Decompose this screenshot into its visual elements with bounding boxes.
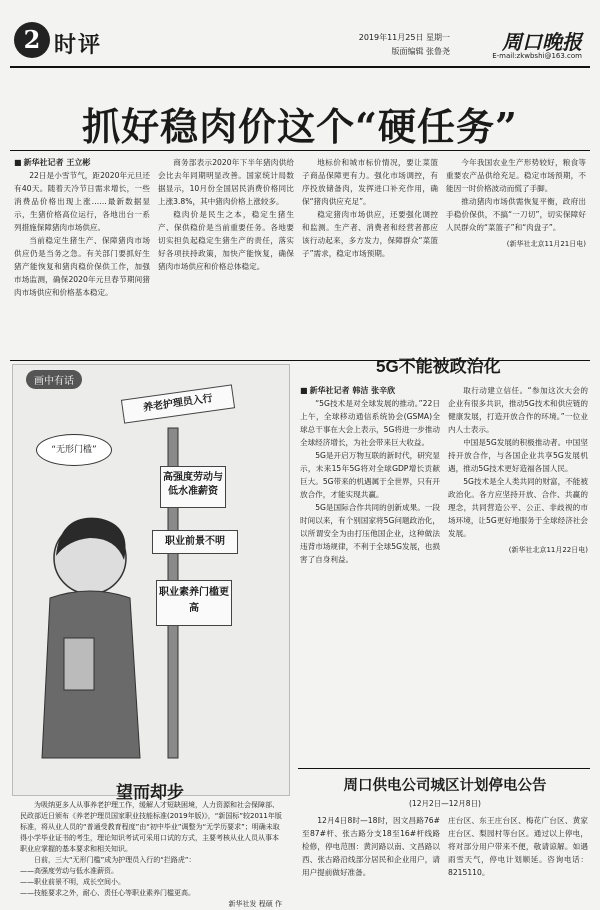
notice-divider	[298, 768, 590, 769]
paragraph: “5G技术是对全球发展的推动。”22日上午，全球移动通信系统协会(GSMA)全球总干事在大会上表示，5G将进一步推动全球经济增长，为社会带来巨大收益。	[300, 399, 440, 447]
caption-bullet: ——高强度劳动与低水准薪资。	[20, 867, 118, 875]
cartoon-title: 望而却步	[116, 783, 184, 803]
main-article-col1	[14, 156, 150, 356]
section-divider	[10, 360, 590, 361]
sign-professional-bar: 职业素养门槛更高	[156, 580, 232, 626]
paragraph: 当前稳定生猪生产、保障猪肉市场供应仍是当务之急。有关部门要抓好生猪产能恢复和猪肉稳价保供工作，加强市场监测，确保2020年元旦春节期间猪肉市场供应和价格基本稳定。	[14, 236, 150, 297]
main-article-col4	[446, 156, 586, 356]
header-rule	[10, 66, 590, 68]
paragraph: 今年我国农业生产形势较好，粮食等重要农产品供给充足。稳定市场预期，不能因一时价格波动而慌了手脚。	[446, 158, 586, 193]
page-number-badge: 2	[14, 22, 50, 58]
page-editor: 版面编辑 张鲁尧	[391, 47, 450, 56]
paragraph: 5G技术是全人类共同的财富，不能被政治化。各方应坚持开放、合作、共赢的理念，共同营造公平、公正、非歧视的市场环境，让5G更好地服务于全球经济社会发展。	[448, 477, 588, 538]
main-article-byline: ■ 新华社记者 王立彬	[14, 156, 150, 169]
paragraph: 稳肉价是民生之本，稳定生猪生产、保供稳价是当前重要任务。各地要切实担负起稳定生猪生产的责任，落实好各项扶持政策，加快产能恢复，确保猪肉市场供应和价格总体稳定。	[158, 210, 294, 271]
speech-bubble	[36, 434, 112, 466]
paragraph: 5G是开启万物互联的新时代，研究显示，未来15年5G将对全球GDP增长贡献巨大。5G带来的机遇属于全世界，只有开放合作，才能实现共赢。	[300, 451, 440, 499]
fiveg-col1	[300, 384, 440, 764]
outage-notice-title: 周口供电公司城区计划停电公告	[343, 778, 547, 794]
paragraph: 推动猪肉市场供需恢复平衡，政府出手稳价保供，不搞“一刀切”，切实保障好人民群众的“菜篮子”和“肉盘子”。	[446, 197, 586, 232]
fiveg-end-note: (新华社北京11月22日电)	[508, 546, 588, 554]
sign-entry: 养老护理员入行	[121, 384, 235, 423]
notice-col2	[448, 814, 588, 886]
main-article-col3	[302, 156, 438, 356]
paragraph: 12月4日8时—18时，因文昌路76#至87#杆、张古路分支18至16#杆线路检修，停电范围：黄河路以南、文昌路以西、张古路沿线部分居民和企业用户，请用户提前做好准备。	[302, 816, 440, 877]
newspaper-name: 周口晚报	[502, 30, 582, 54]
paragraph: 取行动建立信任。“参加这次大会的企业有很多共识，推动5G技术和供应链的健康发展，打造开放合作的环境。”一位业内人士表示。	[448, 386, 588, 434]
caption-bullet: ——技能要求之外，耐心、责任心等职业素养门槛更高。	[20, 889, 195, 897]
paragraph: 中国是5G发展的积极推动者。中国坚持开放合作，与各国企业共享5G发展机遇，推动5G技术更好造福各国人民。	[448, 438, 588, 473]
main-article-col2	[158, 156, 294, 356]
main-headline: 抓好稳肉价这个“硬任务”	[82, 104, 518, 149]
fiveg-byline: ■ 新华社记者 韩洁 张辛欣	[300, 384, 440, 397]
speech-bubble-text: “无形门槛”	[51, 445, 97, 455]
woman-folder	[64, 638, 94, 690]
paragraph: 22日是小雪节气，距2020年元旦还有40天。随着天冷节日需求增长，一些消费品价格出现上涨……最新数据显示，生猪价格高位运行，各地出台一系列措施保障猪肉市场供应。	[14, 171, 150, 232]
sign-labor-pay: 高强度劳动与低水准薪资	[160, 466, 226, 508]
headline-rule	[10, 150, 590, 151]
caption-paragraph: 日前，三大“无形门槛”成为护理员入行的“拦路虎”：	[34, 856, 196, 864]
paragraph: 庄台区、东王庄台区、梅花广台区、黄家庄台区、梨园村等台区。通过以上停电，将对部分用户带来不便，敬请谅解。如遇雨雪天气，停电计划顺延。咨询电话：8215110。	[448, 816, 588, 877]
paragraph: 地标价和城市标价情况，要让菜篮子商品保障更有力。强化市场调控，有序投放储备肉，发挥进口补充作用，确保“猪肉供应充足”。	[302, 158, 438, 206]
cartoon-caption	[20, 800, 282, 910]
cartoon-credit: 新华社发 程硕 作	[228, 900, 282, 908]
section-title: 时评	[54, 32, 103, 58]
cartoon-section-tag: 画中有话	[26, 370, 82, 389]
caption-bullet: ——职业前景不明，成长空间小。	[20, 878, 125, 886]
notice-col1	[302, 814, 440, 886]
caption-paragraph: 为吸纳更多人从事养老护理工作，缓解人才短缺困境，人力资源和社会保障部、民政部近日颁布《养老护理员国家职业技能标准(2019年版)》，“新国标”较2011年版标准，将从业人员的“普通受教育程度”由“初中毕业”调整为“无学历要求”；明确未取得小学毕业证书的考生，理论知识考试可采用口试的方式，主要考核从业人员从事本职业应掌握的基本要求和相关知识。	[20, 801, 282, 853]
outage-notice-date-range: (12月2日—12月8日)	[409, 799, 481, 808]
main-article-end-note: (新华社北京11月21日电)	[506, 240, 586, 248]
fiveg-col2	[448, 384, 588, 764]
paragraph: 商务部表示2020年下半年猪肉供给会比去年同期明显改善。国家统计局数据显示，10月份全国居民消费价格同比上涨3.8%，其中猪肉价格上涨较多。	[158, 158, 294, 206]
sign-career-prospect: 职业前景不明	[152, 530, 238, 554]
paragraph: 5G是国际合作共同的创新成果。一段时间以来，有个别国家将5G问题政治化，以所谓安全为由打压他国企业，这种做法违背市场规律，不利于全球5G发展，也损害了自身利益。	[300, 503, 440, 564]
fiveg-headline: 5G不能被政治化	[376, 357, 501, 376]
contact-email: E-mail:zkwbshi@163.com	[492, 52, 582, 60]
paragraph: 稳定猪肉市场供应，还要强化调控和监测。生产者、消费者和经营者都应该行动起来，多方发力，保障群众“菜篮子”需求，稳定市场预期。	[302, 210, 438, 258]
issue-date: 2019年11月25日 星期一	[358, 33, 450, 42]
